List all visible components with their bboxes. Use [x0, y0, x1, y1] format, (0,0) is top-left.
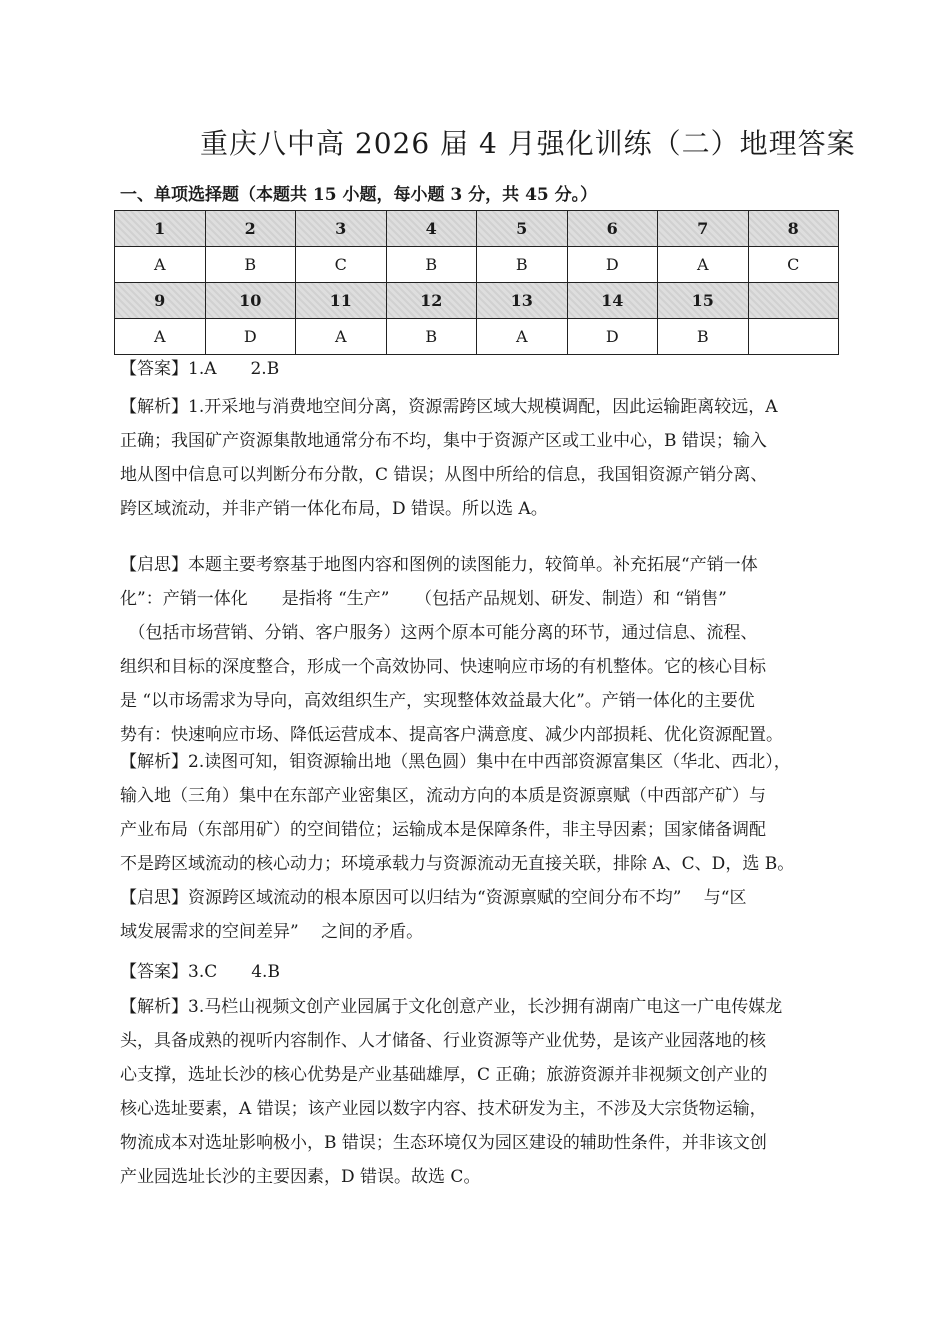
question-number	[748, 283, 839, 319]
text-line: 产业布局（东部用矿）的空间错位；运输成本是保障条件，非主导因素；国家储备调配	[120, 820, 766, 840]
text-line: 是 “以市场需求为导向，高效组织生产，实现整体效益最大化”。产销一体化的主要优	[120, 691, 755, 711]
answer-cell: A	[296, 319, 387, 355]
answer-cell: A	[477, 319, 568, 355]
text-line: 域发展需求的空间差异” 之间的矛盾。	[120, 922, 424, 942]
text-line: 组织和目标的深度整合，形成一个高效协同、快速响应市场的有机整体。它的核心目标	[120, 657, 766, 677]
text-line: 【解析】1.开采地与消费地空间分离，资源需跨区域大规模调配，因此运输距离较远，A	[120, 397, 778, 417]
answer-cell: B	[386, 319, 477, 355]
answer-3-4	[120, 955, 832, 989]
text-line: 【解析】3.马栏山视频文创产业园属于文化创意产业，长沙拥有湖南广电这一广电传媒龙	[120, 997, 783, 1017]
text-line: 【启思】资源跨区域流动的根本原因可以归结为“资源禀赋的空间分布不均” 与“区	[120, 888, 747, 908]
answer-cell: A	[658, 247, 749, 283]
section-heading: 一、单项选择题（本题共 15 小题，每小题 3 分，共 45 分。）	[120, 185, 598, 205]
analysis-1	[120, 390, 832, 526]
text-line: 化”：产销一体化 是指将 “生产” （包括产品规划、研发、制造）和 “销售”	[120, 589, 727, 609]
answer-cell: A	[115, 247, 206, 283]
answer-cell: D	[205, 319, 296, 355]
text-line: 【解析】2.读图可知，钼资源输出地（黑色圆）集中在中西部资源富集区（华北、西北），	[120, 752, 791, 772]
analysis-3	[120, 990, 832, 1194]
answer-table	[114, 210, 839, 355]
question-number: 6	[567, 211, 658, 247]
question-number: 5	[477, 211, 568, 247]
table-row-numbers-2	[115, 283, 839, 319]
text-line: 头，具备成熟的视听内容制作、人才储备、行业资源等产业优势，是该产业园落地的核	[120, 1031, 766, 1051]
text-line: 跨区域流动，并非产销一体化布局，D 错误。所以选 A。	[120, 499, 548, 519]
answer-cell: B	[205, 247, 296, 283]
table-row-numbers-1	[115, 211, 839, 247]
analysis-2	[120, 745, 832, 949]
text-line: 【启思】本题主要考察基于地图内容和图例的读图能力，较简单。补充拓展“产销一体	[120, 555, 758, 575]
text-line: 势有：快速响应市场、降低运营成本、提高客户满意度、减少内部损耗、优化资源配置。	[120, 725, 783, 745]
question-number: 11	[296, 283, 387, 319]
answer-cell: B	[658, 319, 749, 355]
text-line: 心支撑，选址长沙的核心优势是产业基础雄厚，C 正确；旅游资源并非视频文创产业的	[120, 1065, 768, 1085]
question-number: 10	[205, 283, 296, 319]
question-number: 9	[115, 283, 206, 319]
text-line: 【答案】3.C 4.B	[120, 962, 280, 982]
answer-cell: B	[386, 247, 477, 283]
question-number: 13	[477, 283, 568, 319]
question-number: 14	[567, 283, 658, 319]
answer-cell: A	[115, 319, 206, 355]
text-line: 地从图中信息可以判断分布分散，C 错误；从图中所给的信息，我国钼资源产销分离、	[120, 465, 768, 485]
table-row-answers-1	[115, 247, 839, 283]
text-line: 产业园选址长沙的主要因素，D 错误。故选 C。	[120, 1167, 481, 1187]
question-number: 7	[658, 211, 749, 247]
answer-1-2	[120, 352, 832, 386]
answer-cell: D	[567, 247, 658, 283]
answer-cell: C	[296, 247, 387, 283]
text-line: 核心选址要素，A 错误；该产业园以数字内容、技术研发为主，不涉及大宗货物运输，	[120, 1099, 767, 1119]
answer-cell: B	[477, 247, 568, 283]
question-number: 12	[386, 283, 477, 319]
question-number: 2	[205, 211, 296, 247]
text-line: 【答案】1.A 2.B	[120, 359, 280, 379]
text-line: 输入地（三角）集中在东部产业密集区，流动方向的本质是资源禀赋（中西部产矿）与	[120, 786, 766, 806]
answer-cell	[748, 319, 839, 355]
text-line: 不是跨区域流动的核心动力；环境承载力与资源流动无直接关联，排除 A、C、D，选 B。	[120, 854, 795, 874]
question-number: 15	[658, 283, 749, 319]
text-line: （包括市场营销、分销、客户服务）这两个原本可能分离的环节，通过信息、流程、	[120, 623, 758, 643]
insight-1	[120, 548, 832, 752]
question-number: 1	[115, 211, 206, 247]
table-row-answers-2	[115, 319, 839, 355]
question-number: 8	[748, 211, 839, 247]
text-line: 正确；我国矿产资源集散地通常分布不均，集中于资源产区或工业中心，B 错误；输入	[120, 431, 767, 451]
page-title: 重庆八中高 2026 届 4 月强化训练（二）地理答案	[200, 127, 856, 160]
question-number: 3	[296, 211, 387, 247]
question-number: 4	[386, 211, 477, 247]
text-line: 物流成本对选址影响极小，B 错误；生态环境仅为园区建设的辅助性条件，并非该文创	[120, 1133, 767, 1153]
answer-cell: C	[748, 247, 839, 283]
answer-cell: D	[567, 319, 658, 355]
